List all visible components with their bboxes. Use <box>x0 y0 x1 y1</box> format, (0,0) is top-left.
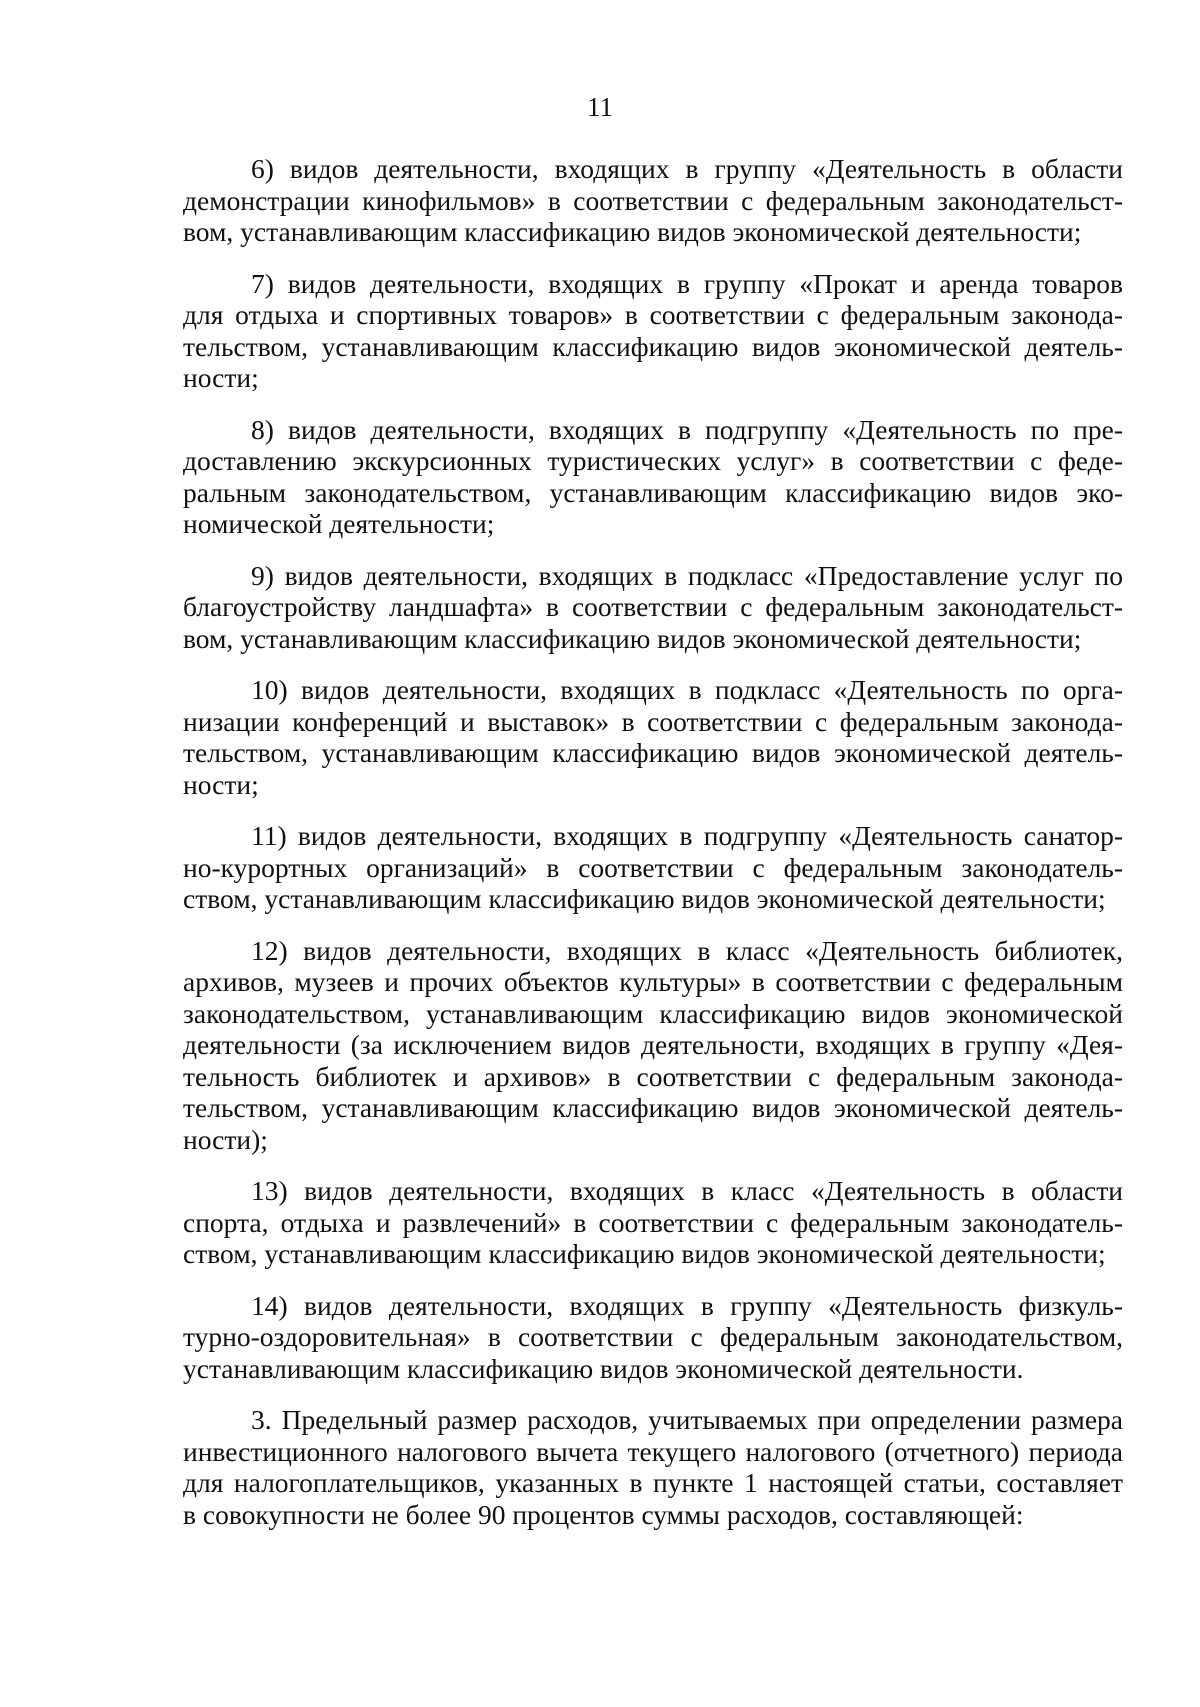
text-line: 10) видов деятельности, входящих в подкласс «Деятельность по орга- <box>251 674 1123 705</box>
paragraph <box>183 153 1123 248</box>
text-line: 9) видов деятельности, входящих в подкласс «Предоставление услуг по <box>251 559 1123 591</box>
text-line: турно-оздоровительная» в соответствии с федеральным законодательством, <box>183 1321 1123 1352</box>
text-line: тельством, устанавливающим классификацию видов экономической деятель- <box>183 737 1123 768</box>
text-line: вом, устанавливающим классификацию видов экономической деятельности; <box>183 622 1082 654</box>
paragraph <box>183 560 1123 655</box>
text-line: для налогоплательщиков, указанных в пункте 1 настоящей статьи, составляет <box>183 1467 1123 1498</box>
paragraph <box>183 674 1123 800</box>
text-line: вом, устанавливающим классификацию видов экономической деятельности; <box>183 216 1082 247</box>
text-line: тельность библиотек и архивов» в соответствии с федеральным законода- <box>183 1060 1123 1092</box>
page-number: 11 <box>587 92 613 122</box>
text-line: архивов, музеев и прочих объектов культуры» в соответствии с федеральным <box>183 966 1123 997</box>
text-line: в совокупности не более 90 процентов суммы расходов, составляющей: <box>183 1498 1024 1530</box>
document-body <box>183 153 1123 1550</box>
text-line: благоустройству ландшафта» в соответствии с федеральным законодательст- <box>183 591 1123 622</box>
text-line: доставлению экскурсионных туристических услуг» в соответствии с феде- <box>183 445 1123 476</box>
text-line: законодательством, устанавливающим классификацию видов экономической <box>183 997 1123 1029</box>
text-line: ности; <box>183 768 259 800</box>
paragraph <box>183 820 1123 915</box>
text-line: спорта, отдыха и развлечений» в соответствии с федеральным законодатель- <box>183 1206 1123 1238</box>
text-line: 6) видов деятельности, входящих в группу «Деятельность в области <box>251 153 1123 184</box>
paragraph <box>183 268 1123 394</box>
text-line: 14) видов деятельности, входящих в группу «Деятельность физкуль- <box>251 1289 1123 1321</box>
text-line: для отдыха и спортивных товаров» в соответствии с федеральным законода- <box>183 299 1123 330</box>
text-line: 12) видов деятельности, входящих в класс «Деятельность библиотек, <box>251 934 1123 966</box>
paragraph <box>183 414 1123 540</box>
text-line: демонстрации кинофильмов» в соответствии с федеральным законодательст- <box>183 184 1123 216</box>
text-line: низации конференций и выставок» в соответствии с федеральным законода- <box>183 705 1123 737</box>
text-line: номической деятельности; <box>183 508 495 539</box>
text-line: устанавливающим классификацию видов экономической деятельности. <box>183 1352 1024 1384</box>
text-line: ности); <box>183 1123 268 1155</box>
paragraph <box>183 1404 1123 1530</box>
paragraph <box>183 935 1123 1156</box>
text-line: тельством, устанавливающим классификацию видов экономической деятель- <box>183 1092 1123 1123</box>
text-line: тельством, устанавливающим классификацию видов экономической деятель- <box>183 330 1123 362</box>
paragraph <box>183 1290 1123 1385</box>
text-line: ральным законодательством, устанавливающим классификацию видов эко- <box>183 476 1123 508</box>
paragraph <box>183 1175 1123 1270</box>
text-line: 3. Предельный размер расходов, учитываемых при определении размера <box>251 1404 1123 1435</box>
text-line: 7) видов деятельности, входящих в группу «Прокат и аренда товаров <box>251 267 1123 299</box>
text-line: но-курортных организаций» в соответствии с федеральным законодатель- <box>183 851 1123 883</box>
text-line: ством, устанавливающим классификацию видов экономической деятельности; <box>183 1238 1106 1269</box>
text-line: 8) видов деятельности, входящих в подгруппу «Деятельность по пре- <box>251 413 1123 445</box>
text-line: ством, устанавливающим классификацию видов экономической деятельности; <box>183 883 1106 914</box>
text-line: 13) видов деятельности, входящих в класс «Деятельность в области <box>251 1175 1123 1206</box>
text-line: ности; <box>183 362 259 393</box>
text-line: инвестиционного налогового вычета текущего налогового (отчетного) периода <box>183 1435 1123 1467</box>
text-line: 11) видов деятельности, входящих в подгруппу «Деятельность санатор- <box>251 820 1123 851</box>
text-line: деятельности (за исключением видов деятельности, входящих в группу «Дея- <box>183 1029 1123 1060</box>
